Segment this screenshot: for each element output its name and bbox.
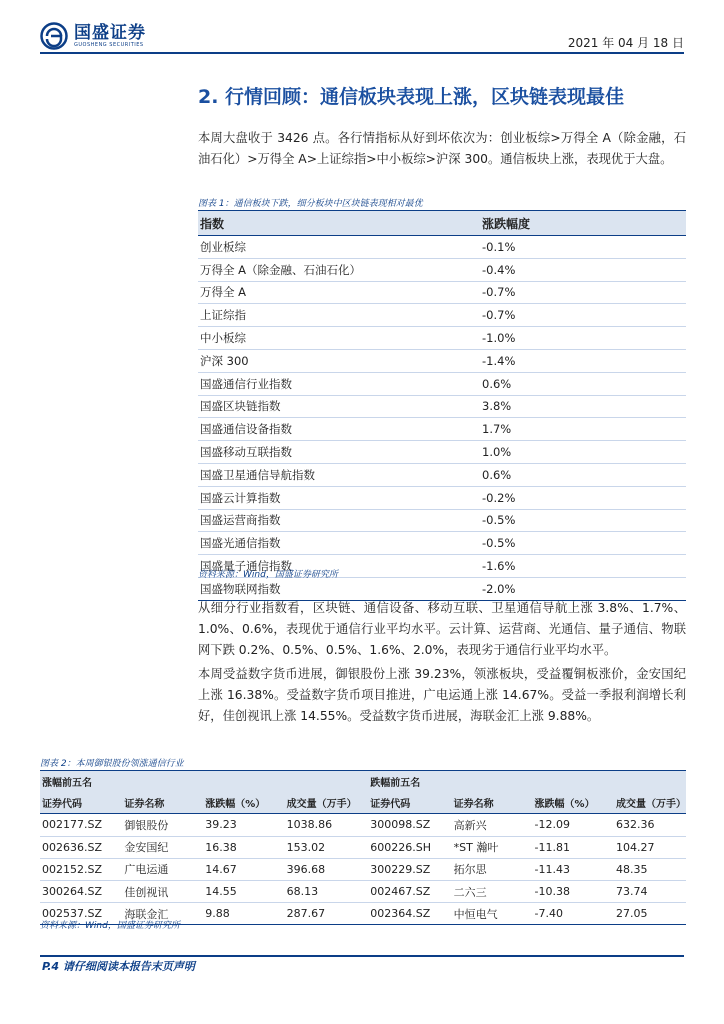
security-name: 高新兴 xyxy=(452,814,533,836)
index-name: 创业板综 xyxy=(198,236,480,259)
index-name: 万得全 A（除金融、石油石化） xyxy=(198,258,480,281)
index-name: 国盛区块链指数 xyxy=(198,395,480,418)
index-change: 3.8% xyxy=(480,395,686,418)
table-row xyxy=(198,236,686,259)
index-change: -1.0% xyxy=(480,327,686,350)
volume: 153.02 xyxy=(285,836,369,858)
table-row xyxy=(198,486,686,509)
table-row xyxy=(40,814,686,836)
security-code: 600226.SH xyxy=(368,836,451,858)
index-change: 1.0% xyxy=(480,441,686,464)
index-name: 国盛光通信指数 xyxy=(198,532,480,555)
table-row xyxy=(40,836,686,858)
table-row xyxy=(198,441,686,464)
index-change: -1.4% xyxy=(480,349,686,372)
change-pct: 14.55 xyxy=(203,880,284,902)
index-change: -0.7% xyxy=(480,304,686,327)
security-code: 002537.SZ xyxy=(40,903,122,925)
logo-subtitle: GUOSHENG SECURITIES xyxy=(74,42,144,48)
change-pct: 39.23 xyxy=(203,814,284,836)
paragraph-sub-industry: 从细分行业指数看，区块链、通信设备、移动互联、卫星通信导航上涨 3.8%、1.7%、1.0%、0.6%，表现优于通信行业平均水平。云计算、运营商、光通信、量子通信、物联网下跌 0.2%、0.5%、0.5%、1.6%、2.0%，表现劣于通信行业平均水平。 xyxy=(198,601,686,657)
gainers-group-label: 涨幅前五名 xyxy=(40,771,368,793)
table-group-row xyxy=(40,771,686,793)
table-header-row xyxy=(40,792,686,814)
security-name: 御银股份 xyxy=(122,814,203,836)
index-name: 国盛移动互联指数 xyxy=(198,441,480,464)
security-name: 金安国纪 xyxy=(122,836,203,858)
footer-divider xyxy=(40,955,684,957)
paragraph-top-gainers: 本周受益数字货币进展，御银股份上涨 39.23%，领涨板块，受益覆铜板涨价，金安国纪上涨 16.38%。受益数字货币项目推进，广电运通上涨 14.67%。受益一季报利润增长利好，佳创视讯上涨 14.55%。受益数字货币进展，海联金汇上涨 9.88%。 xyxy=(198,667,686,723)
figure2-source: 资料来源：Wind，国盛证券研究所 xyxy=(40,921,180,931)
index-change: -0.1% xyxy=(480,236,686,259)
index-name: 国盛卫星通信导航指数 xyxy=(198,463,480,486)
index-change: 0.6% xyxy=(480,372,686,395)
volume: 104.27 xyxy=(614,836,686,858)
change-pct: 14.67 xyxy=(203,858,284,880)
column-header: 涨跌幅（%） xyxy=(533,792,614,814)
security-code: 002636.SZ xyxy=(40,836,122,858)
index-name: 国盛通信设备指数 xyxy=(198,418,480,441)
security-name: 海联金汇 xyxy=(122,903,203,925)
index-name: 上证综指 xyxy=(198,304,480,327)
figure1-caption: 图表 1：通信板块下跌，细分板块中区块链表现相对最优 xyxy=(198,199,423,209)
table-row xyxy=(198,577,686,600)
index-change: -0.5% xyxy=(480,509,686,532)
volume: 396.68 xyxy=(285,858,369,880)
column-header: 成交量（万手） xyxy=(614,792,686,814)
security-code: 002467.SZ xyxy=(368,880,451,902)
volume: 27.05 xyxy=(614,903,686,925)
table-row xyxy=(198,532,686,555)
volume: 287.67 xyxy=(285,903,369,925)
table-row xyxy=(198,281,686,304)
index-change: -1.6% xyxy=(480,555,686,578)
index-change: -0.5% xyxy=(480,532,686,555)
index-name: 国盛运营商指数 xyxy=(198,509,480,532)
security-name: 拓尔思 xyxy=(452,858,533,880)
security-name: *ST 瀚叶 xyxy=(452,836,533,858)
security-code: 002364.SZ xyxy=(368,903,451,925)
index-name: 沪深 300 xyxy=(198,349,480,372)
figure2-caption: 图表 2：本周御银股份领涨通信行业 xyxy=(40,759,184,769)
change-pct: -11.81 xyxy=(533,836,614,858)
volume: 73.74 xyxy=(614,880,686,902)
table-row xyxy=(198,327,686,350)
table-row xyxy=(40,858,686,880)
index-name: 国盛云计算指数 xyxy=(198,486,480,509)
table-row xyxy=(198,372,686,395)
table-row xyxy=(198,349,686,372)
security-name: 二六三 xyxy=(452,880,533,902)
change-pct: -11.43 xyxy=(533,858,614,880)
change-pct: -7.40 xyxy=(533,903,614,925)
paragraph-market-summary: 本周大盘收于 3426 点。各行情指标从好到坏依次为：创业板综>万得全 A（除金融，石油石化）>万得全 A>上证综指>中小板综>沪深 300。通信板块上涨，表现优于大盘。 xyxy=(198,131,686,166)
table-header-row xyxy=(198,211,686,236)
index-change: 0.6% xyxy=(480,463,686,486)
column-header: 证券代码 xyxy=(40,792,122,814)
table-row xyxy=(198,509,686,532)
volume: 1038.86 xyxy=(285,814,369,836)
security-code: 002152.SZ xyxy=(40,858,122,880)
logo-name: 国盛证券 xyxy=(74,23,146,43)
section-title: 2. 行情回顾：通信板块表现上涨，区块链表现最佳 xyxy=(198,86,625,108)
header-divider xyxy=(40,52,684,54)
security-name: 中恒电气 xyxy=(452,903,533,925)
table-row xyxy=(198,304,686,327)
top-movers-table xyxy=(40,770,686,925)
table-row xyxy=(198,418,686,441)
index-performance-table xyxy=(198,210,686,601)
column-header: 涨跌幅（%） xyxy=(203,792,284,814)
index-name: 国盛物联网指数 xyxy=(198,577,480,600)
volume: 68.13 xyxy=(285,880,369,902)
report-date: 2021 年 04 月 18 日 xyxy=(567,36,684,50)
logo-icon xyxy=(40,22,68,50)
figure1-source: 资料来源：Wind，国盛证券研究所 xyxy=(198,570,338,580)
security-name: 广电运通 xyxy=(122,858,203,880)
change-pct: -12.09 xyxy=(533,814,614,836)
change-pct: 9.88 xyxy=(203,903,284,925)
table-row xyxy=(198,258,686,281)
security-code: 300264.SZ xyxy=(40,880,122,902)
column-header: 指数 xyxy=(198,211,480,236)
column-header: 证券名称 xyxy=(452,792,533,814)
index-change: -2.0% xyxy=(480,577,686,600)
index-name: 中小板综 xyxy=(198,327,480,350)
index-name: 国盛量子通信指数 xyxy=(198,555,480,578)
company-logo xyxy=(40,22,146,50)
security-code: 300098.SZ xyxy=(368,814,451,836)
change-pct: 16.38 xyxy=(203,836,284,858)
losers-group-label: 跌幅前五名 xyxy=(368,771,686,793)
index-change: -0.7% xyxy=(480,281,686,304)
security-code: 300229.SZ xyxy=(368,858,451,880)
index-name: 万得全 A xyxy=(198,281,480,304)
column-header: 涨跌幅度 xyxy=(480,211,686,236)
table-row xyxy=(198,463,686,486)
table-row xyxy=(40,880,686,902)
security-code: 002177.SZ xyxy=(40,814,122,836)
index-change: 1.7% xyxy=(480,418,686,441)
change-pct: -10.38 xyxy=(533,880,614,902)
page-footer: P.4 请仔细阅读本报告末页声明 xyxy=(42,960,195,973)
security-name: 佳创视讯 xyxy=(122,880,203,902)
column-header: 成交量（万手） xyxy=(285,792,369,814)
index-change: -0.4% xyxy=(480,258,686,281)
page-header xyxy=(0,0,724,52)
volume: 48.35 xyxy=(614,858,686,880)
column-header: 证券名称 xyxy=(122,792,203,814)
index-change: -0.2% xyxy=(480,486,686,509)
column-header: 证券代码 xyxy=(368,792,451,814)
table-row xyxy=(198,395,686,418)
index-name: 国盛通信行业指数 xyxy=(198,372,480,395)
volume: 632.36 xyxy=(614,814,686,836)
